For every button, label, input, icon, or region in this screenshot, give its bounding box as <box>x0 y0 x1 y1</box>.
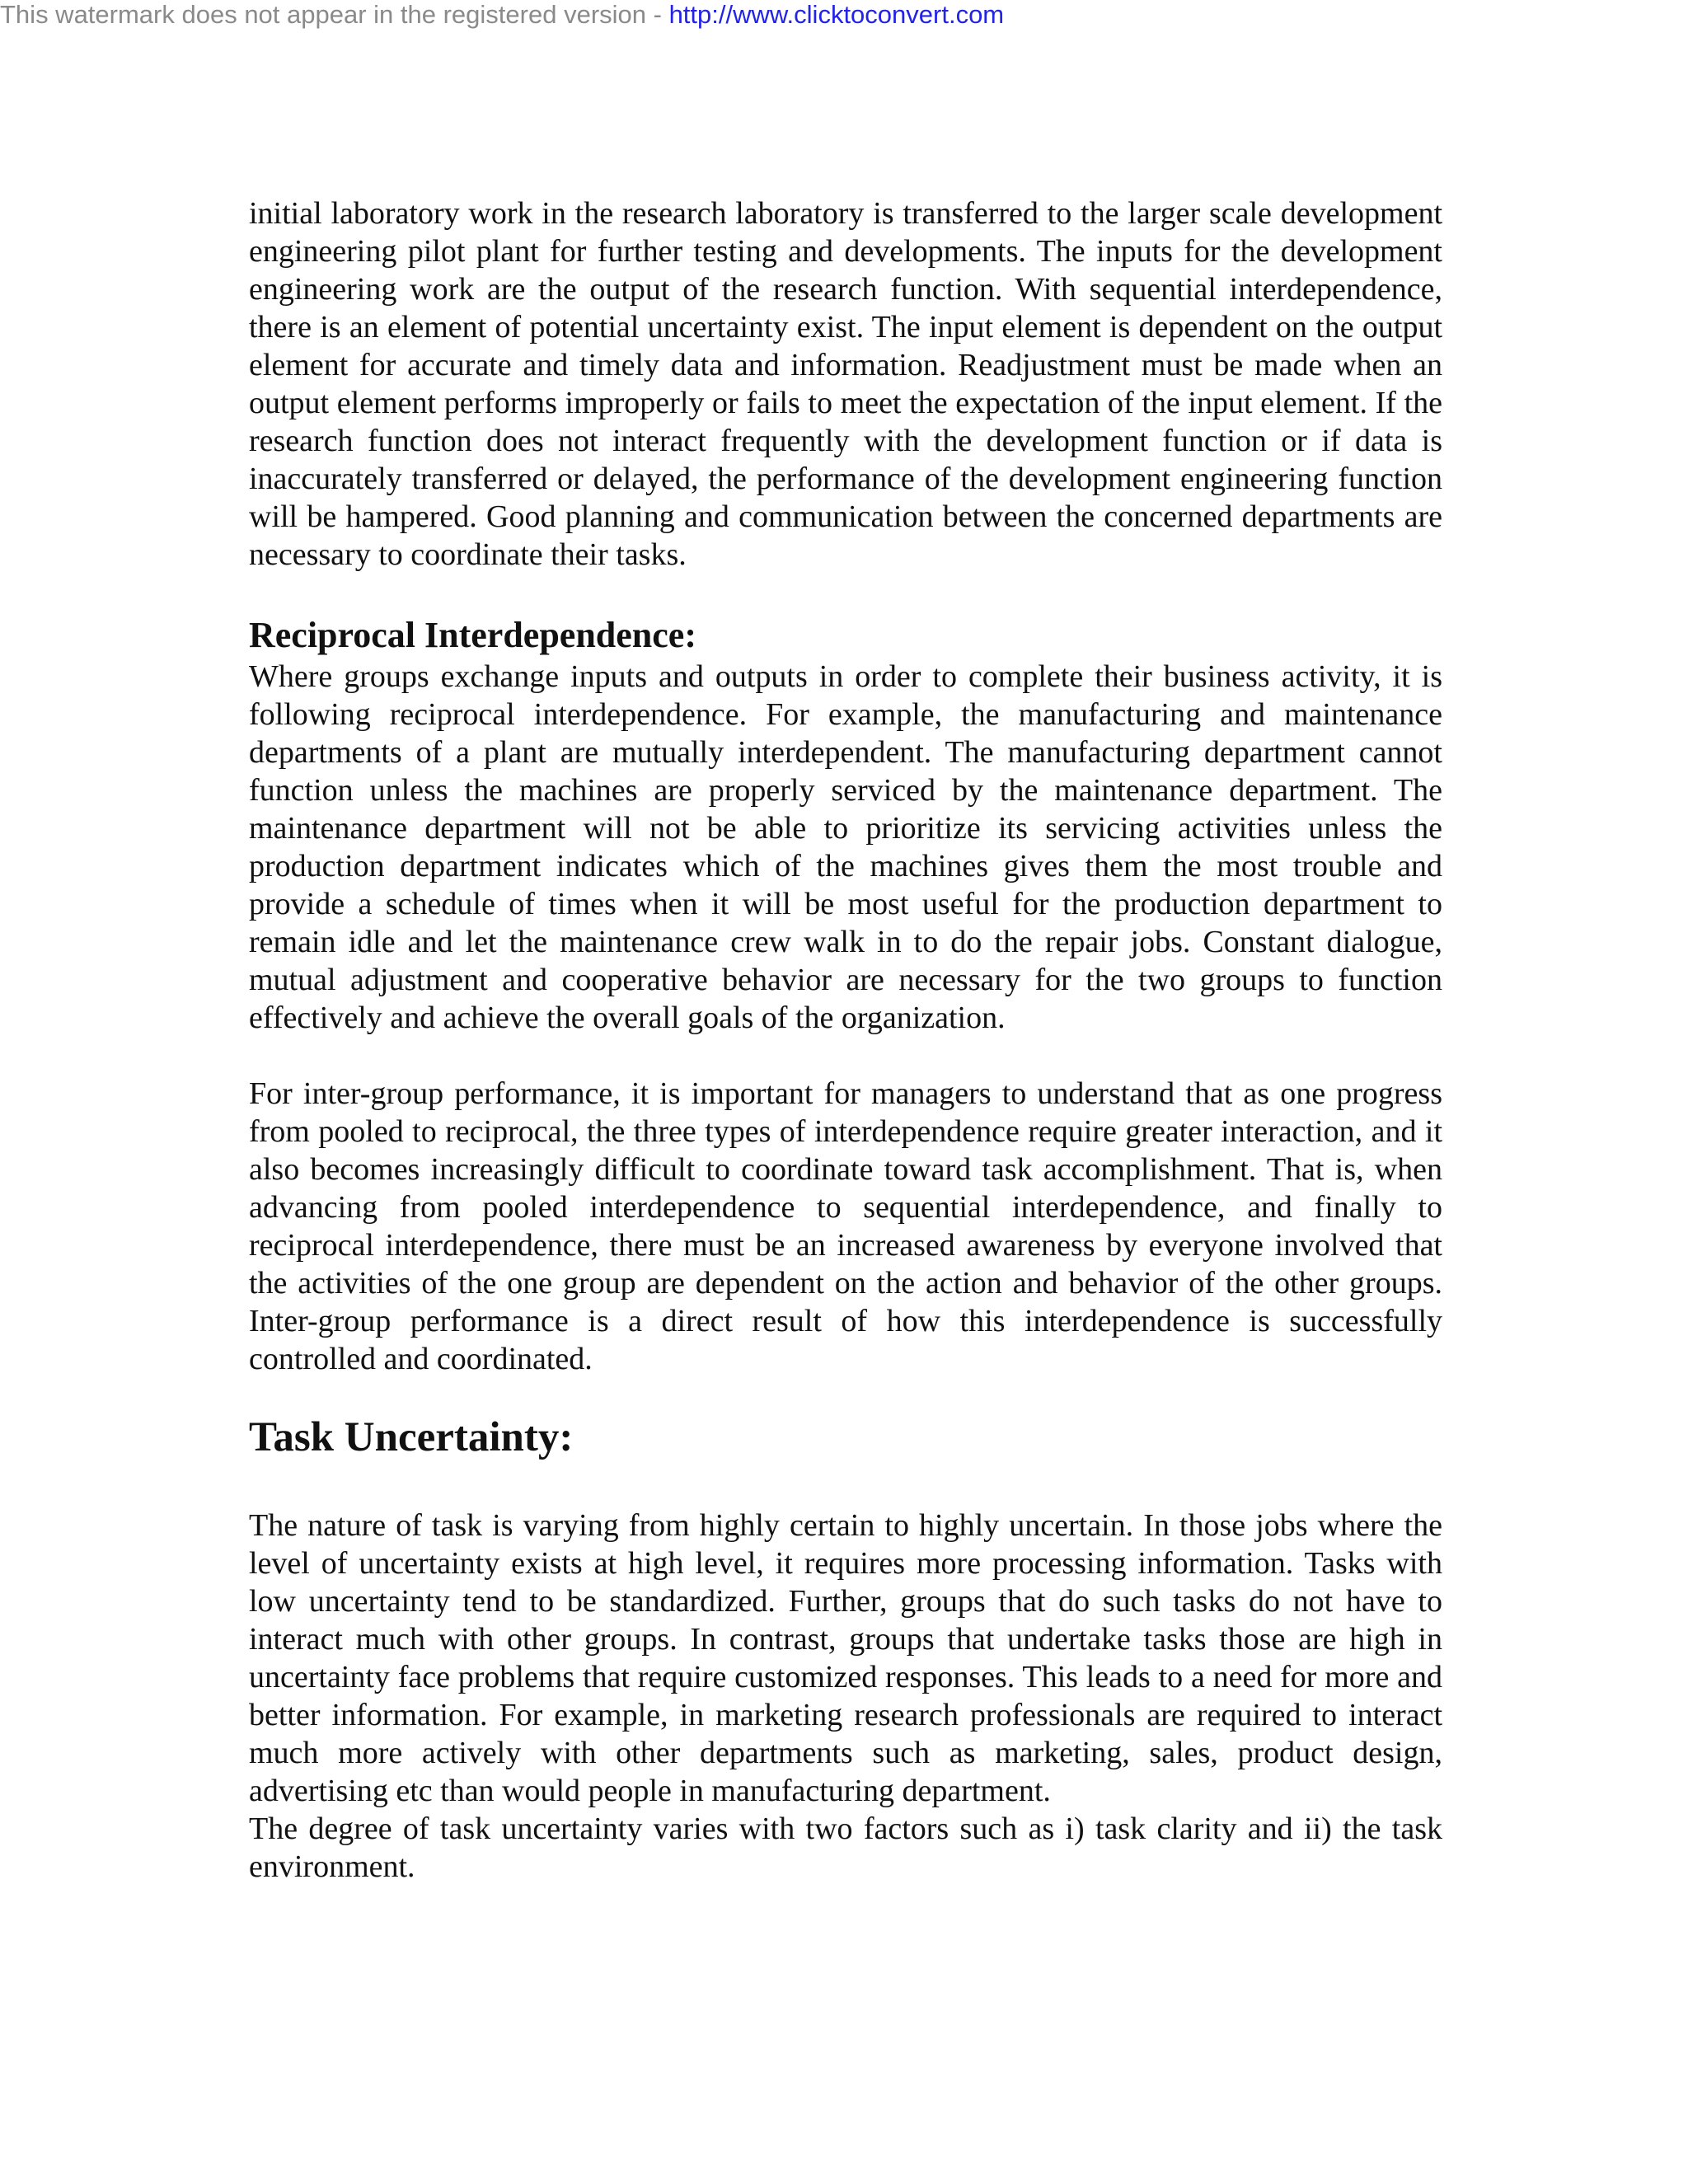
paragraph-reciprocal: Where groups exchange inputs and outputs in order to complete their business activity, it is following reciprocal interdependence. For example, the manufacturing and maintenance departments of a plant are mutually interdependent. The manufacturing department cannot function unless the machines are properly serviced by the maintenance department. The maintenance department will not be able to prioritize its servicing activities unless the production department indicates which of the machines gives them the most trouble and provide a schedule of times when it will be most useful for the production department to remain idle and let the maintenance crew walk in to do the repair jobs. Constant dialogue, mutual adjustment and cooperative behavior are necessary for the two groups to function effectively and achieve the overall goals of the organization. <box>249 659 1442 1035</box>
paragraph-sequential-continued: initial laboratory work in the research laboratory is transferred to the larger scale development engineering pilot plant for further testing and developments. The inputs for the development engineering work are the output of the research function. With sequential interdependence, there is an element of potential uncertainty exist. The input element is dependent on the output element for accurate and timely data and information. Readjustment must be made when an output element performs improperly or fails to meet the expectation of the input element. If the research function does not interact frequently with the development function or if data is inaccurately transferred or delayed, the performance of the development engineering function will be hampered. Good planning and communication between the concerned departments are necessary to coordinate their tasks. <box>249 196 1442 572</box>
document-body <box>249 194 1442 1886</box>
watermark-text: This watermark does not appear in the registered version - <box>0 0 669 29</box>
watermark-banner <box>0 0 1004 30</box>
paragraph-intergroup-performance: For inter-group performance, it is important for managers to understand that as one progress from pooled to reciprocal, the three types of interdependence require greater interaction, and it also becomes increasingly difficult to coordinate toward task accomplishment. That is, when advancing from pooled interdependence to sequential interdependence, and finally to reciprocal interdependence, there must be an increased awareness by everyone involved that the activities of the one group are dependent on the action and behavior of the other groups. Inter-group performance is a direct result of how this interdependence is successfully controlled and coordinated. <box>249 1076 1442 1376</box>
paragraph-task-uncertainty-2: The degree of task uncertainty varies with two factors such as i) task clarity and ii) the task environment. <box>249 1811 1442 1884</box>
watermark-link[interactable]: http://www.clicktoconvert.com <box>668 0 1005 29</box>
paragraph-task-uncertainty-1: The nature of task is varying from highly certain to highly uncertain. In those jobs where the level of uncertainty exists at high level, it requires more processing information. Tasks with low uncertainty tend to be standardized. Further, groups that do such tasks do not have to interact much with other groups. In contrast, groups that undertake tasks those are high in uncertainty face problems that require customized responses. This leads to a need for more and better information. For example, in marketing research professionals are required to interact much more actively with other departments such as marketing, sales, product design, advertising etc than would people in manufacturing department. <box>249 1508 1442 1808</box>
heading-task-uncertainty: Task Uncertainty: <box>249 1414 574 1460</box>
heading-reciprocal-interdependence: Reciprocal Interdependence: <box>249 615 696 655</box>
